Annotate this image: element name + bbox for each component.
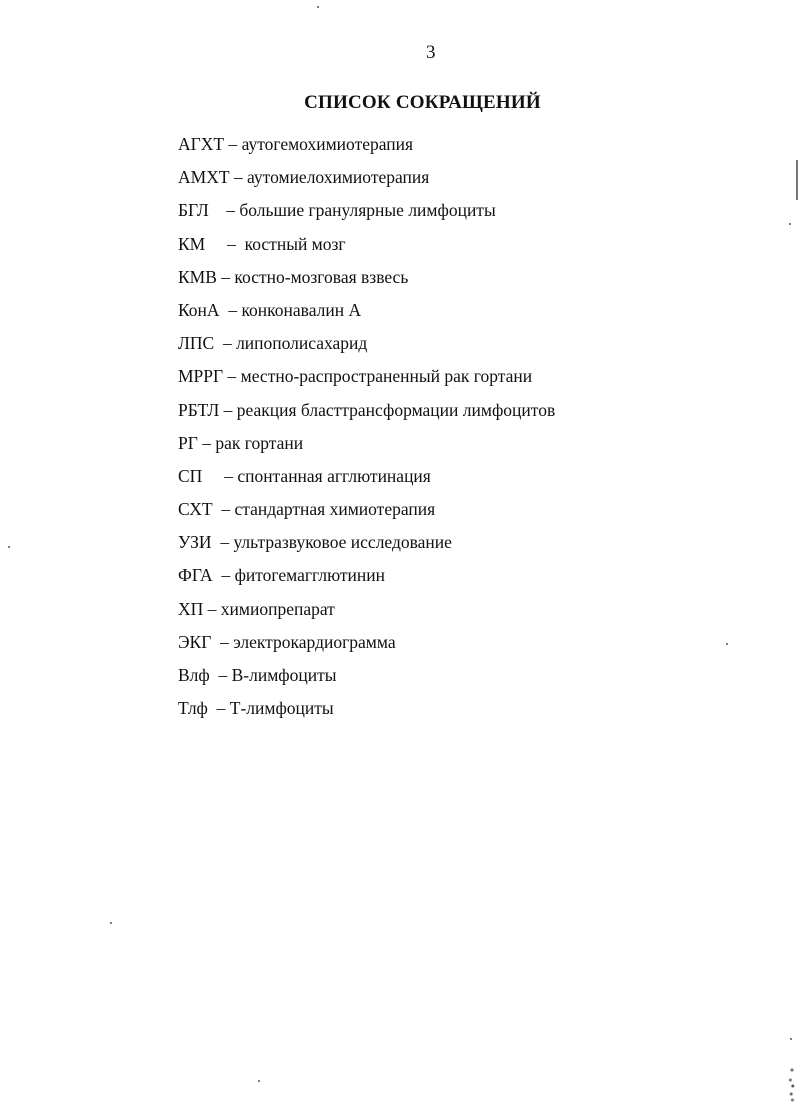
abbreviation-dash: –	[212, 565, 235, 586]
scan-speck	[110, 922, 112, 924]
abbreviation-definition: рак гортани	[215, 432, 304, 453]
abbreviation-term: РГ	[178, 432, 198, 453]
abbreviation-definition: химиопрепарат	[220, 598, 335, 619]
abbreviation-term: ХП	[178, 598, 204, 619]
abbreviation-item	[178, 498, 555, 531]
abbreviation-term: ЭКГ	[178, 631, 212, 652]
abbreviation-dash: –	[197, 432, 216, 453]
abbreviation-dash: –	[205, 233, 245, 254]
abbreviation-definition: аутогемохимиотерапия	[241, 134, 414, 154]
abbreviation-definition: стандартная химиотерапия	[234, 499, 436, 520]
abbreviation-term: СХТ	[178, 499, 213, 520]
abbreviation-list	[178, 133, 555, 730]
abbreviation-term: КМ	[178, 233, 206, 254]
abbreviation-dash: –	[214, 333, 237, 354]
abbreviation-item	[178, 166, 555, 199]
abbreviation-definition: местно-распространенный рак гортани	[240, 366, 533, 387]
scan-speck	[789, 223, 791, 225]
abbreviation-dash: –	[211, 631, 234, 652]
abbreviation-definition: большие гранулярные лимфоциты	[239, 200, 496, 221]
abbreviation-definition: реакция бласттрансформации лимфоцитов	[236, 399, 556, 420]
abbreviation-dash: –	[219, 299, 242, 320]
abbreviation-definition: В-лимфоциты	[231, 665, 337, 685]
abbreviation-item	[178, 233, 555, 266]
abbreviation-item	[178, 399, 555, 432]
abbreviation-item	[178, 531, 555, 564]
page-number: 3	[426, 42, 436, 63]
abbreviation-dash: –	[208, 200, 240, 221]
abbreviation-item	[178, 133, 555, 166]
abbreviation-term: СП	[178, 465, 203, 486]
abbreviation-term: УЗИ	[178, 532, 212, 553]
abbreviation-dash: –	[223, 366, 241, 387]
abbreviation-term: МРРГ	[178, 366, 224, 387]
abbreviation-definition: костный мозг	[244, 233, 346, 254]
abbreviation-definition: аутомиелохимиотерапия	[247, 167, 430, 188]
abbreviation-term: КМВ	[178, 266, 217, 287]
abbreviation-item	[178, 266, 555, 299]
scan-speck	[317, 6, 319, 8]
abbreviation-term: БГЛ	[178, 200, 209, 221]
abbreviation-definition: липополисахарид	[236, 333, 368, 354]
scan-speck	[8, 546, 10, 548]
abbreviation-term: ФГА	[178, 565, 213, 586]
abbreviation-item	[178, 199, 555, 232]
abbreviation-definition: Т-лимфоциты	[229, 698, 334, 719]
scan-corner-smudge	[788, 1062, 796, 1102]
abbreviation-term: РБТЛ	[178, 399, 220, 420]
abbreviation-term: ЛПС	[178, 333, 215, 354]
abbreviation-dash: –	[219, 399, 237, 420]
abbreviation-item	[178, 432, 555, 465]
abbreviation-item	[178, 299, 555, 332]
abbreviation-definition: электрокардиограмма	[233, 631, 396, 652]
abbreviation-definition: конконавалин А	[241, 299, 362, 320]
abbreviation-dash: –	[203, 598, 221, 619]
abbreviation-dash: –	[224, 134, 242, 154]
abbreviation-definition: фитогемагглютинин	[234, 565, 386, 586]
abbreviation-term: АГХТ	[178, 134, 225, 154]
abbreviation-dash: –	[216, 266, 235, 287]
page-title: СПИСОК СОКРАЩЕНИЙ	[304, 92, 541, 113]
abbreviation-item	[178, 631, 555, 664]
abbreviation-item	[178, 465, 555, 498]
abbreviation-term: КонА	[178, 299, 220, 320]
abbreviation-dash: –	[202, 465, 238, 486]
abbreviation-term: Тлф	[178, 698, 208, 719]
abbreviation-item	[178, 697, 555, 730]
abbreviation-term: Влф	[178, 665, 210, 685]
abbreviation-dash: –	[209, 665, 232, 685]
scan-edge-mark	[796, 160, 798, 200]
abbreviation-item	[178, 598, 555, 631]
scan-speck	[790, 1038, 792, 1040]
abbreviation-dash: –	[212, 499, 235, 520]
abbreviation-item	[178, 332, 555, 365]
abbreviation-definition: костно-мозговая взвесь	[234, 266, 409, 287]
abbreviation-item	[178, 664, 555, 697]
abbreviation-dash: –	[207, 698, 230, 719]
abbreviation-term: АМХТ	[178, 167, 230, 188]
abbreviation-definition: ультразвуковое исследование	[233, 532, 452, 553]
abbreviation-definition: спонтанная агглютинация	[237, 465, 431, 486]
abbreviation-item	[178, 365, 555, 398]
abbreviation-dash: –	[211, 532, 234, 553]
abbreviation-dash: –	[229, 167, 248, 188]
scan-speck	[726, 643, 728, 645]
abbreviation-item	[178, 564, 555, 597]
scan-speck	[258, 1080, 260, 1082]
